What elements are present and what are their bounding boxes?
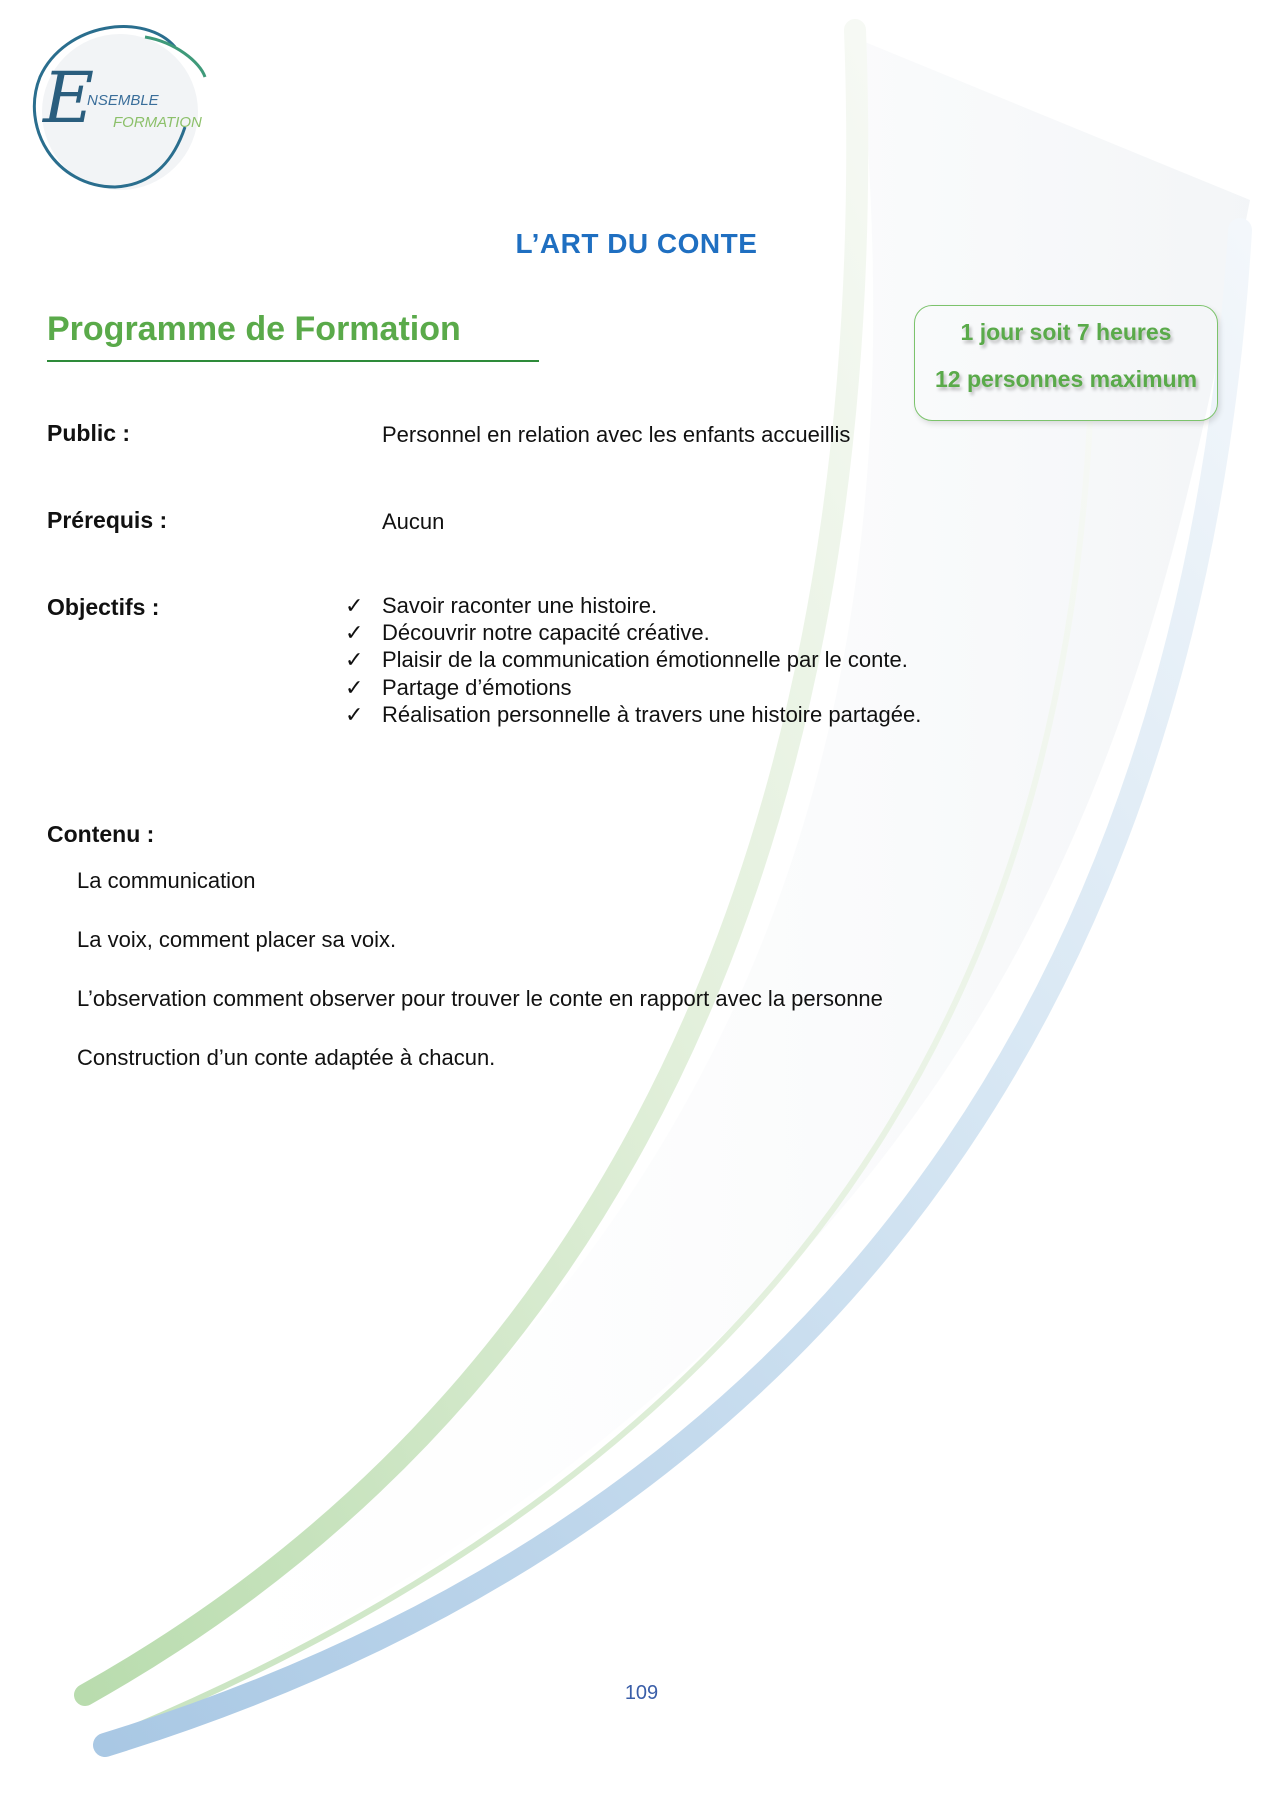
list-item: Construction d’un conte adaptée à chacun.	[77, 1045, 496, 1070]
objective-text: Réalisation personnelle à travers une histoire partagée.	[382, 701, 922, 727]
objectifs-list	[345, 592, 921, 728]
list-item: La voix, comment placer sa voix.	[77, 927, 397, 952]
objective-text: Partage d’émotions	[382, 674, 572, 700]
prerequis-label: Prérequis :	[47, 507, 168, 533]
public-label: Public :	[47, 420, 131, 446]
check-icon: ✓	[345, 701, 364, 727]
page-title: L’ART DU CONTE	[515, 228, 758, 259]
svg-text:NSEMBLE: NSEMBLE	[87, 92, 159, 109]
contenu-label: Contenu :	[47, 821, 155, 847]
contenu-list	[77, 868, 883, 1104]
list-item: L’observation comment observer pour trouver le conte en rapport avec la personne	[77, 986, 883, 1011]
info-box	[914, 305, 1218, 421]
logo	[25, 17, 230, 192]
list-item	[345, 701, 921, 728]
check-icon: ✓	[345, 620, 364, 646]
check-icon: ✓	[345, 593, 364, 618]
check-icon: ✓	[345, 647, 364, 673]
duration: 1 jour soit 7 heures	[960, 319, 1172, 345]
objective-text: Découvrir notre capacité créative.	[382, 620, 710, 646]
prerequis-value: Aucun	[382, 509, 445, 534]
page-number: 109	[624, 1682, 659, 1704]
objective-text: Savoir raconter une histoire.	[382, 593, 658, 618]
list-item	[345, 619, 921, 646]
svg-text:FORMATION: FORMATION	[113, 114, 202, 131]
svg-text:E: E	[43, 57, 95, 139]
capacity: 12 personnes maximum	[934, 366, 1198, 392]
list-item	[345, 646, 921, 673]
objective-text: Plaisir de la communication émotionnelle par le conte.	[382, 647, 908, 673]
list-item	[345, 674, 921, 701]
check-icon: ✓	[345, 674, 364, 700]
list-item	[345, 592, 921, 619]
list-item: La communication	[77, 868, 256, 893]
section-heading: Programme de Formation	[47, 310, 461, 348]
heading-underline	[47, 360, 539, 362]
public-value: Personnel en relation avec les enfants accueillis	[382, 422, 851, 447]
objectifs-label: Objectifs :	[47, 594, 160, 620]
